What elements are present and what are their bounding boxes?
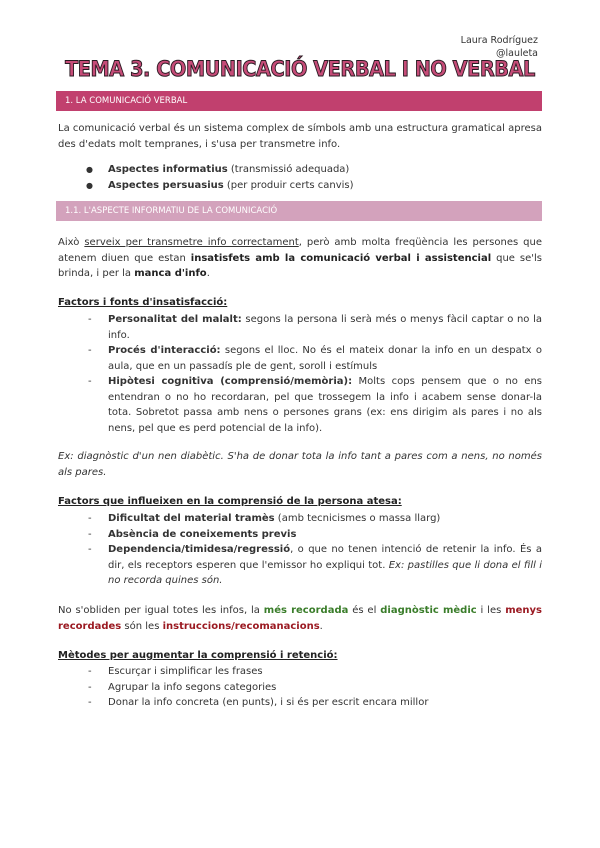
factor-term: Procés d'interacció: xyxy=(108,345,221,356)
highlight-green: més recordada xyxy=(263,605,349,616)
section-heading-2: 1.1. L'ASPECTE INFORMATIU DE LA COMUNICACIÓ xyxy=(56,201,542,221)
list-item xyxy=(86,312,542,343)
underlined-phrase: serveix per transmetre info correctament xyxy=(84,237,299,248)
list-item xyxy=(86,374,542,436)
influence-list xyxy=(86,511,542,589)
factor-desc: segons el lloc. No és el mateix donar la info en un despatx o aula, que en un passadís ple de gent, soroll i estímuls xyxy=(108,345,543,372)
highlight-green: diagnòstic mèdic xyxy=(380,605,477,616)
author-name: Laura Rodríguez xyxy=(460,35,538,46)
list-item xyxy=(86,343,542,374)
factor-term: Personalitat del malalt: xyxy=(108,314,242,325)
text-run: i les xyxy=(476,605,506,616)
example-paragraph: Ex: diagnòstic d'un nen diabètic. S'ha de donar tota la info tant a pares com a nens, no només als pares. xyxy=(58,451,542,478)
text-run: que se'ls brinda, i per la xyxy=(58,252,542,279)
factors-heading: Factors i fonts d'insatisfacció: xyxy=(58,297,228,308)
text-run: són les xyxy=(121,620,163,632)
list-item xyxy=(86,162,354,178)
aspect-term: Aspectes persuasius xyxy=(108,180,224,191)
aspect-desc: (per produir certs canvis) xyxy=(223,180,354,191)
list-item: - Agrupar la info segons categories xyxy=(86,680,542,696)
text-run: . xyxy=(319,620,323,632)
influence-desc: (amb tecnicismes o massa llarg) xyxy=(274,513,441,524)
methods-heading: Mètodes per augmentar la comprensió i retenció: xyxy=(58,650,338,661)
factor-desc: Molts cops pensem que o no ens entendran o no ho recordaran, pel que trossegem la info i acabem sense donar-la tota. Sobretot passa amb nens o persones grans (ex: ens dirigim als pares i no als nens, pel que es perd potencial de la info). xyxy=(108,376,542,434)
text-run: . xyxy=(206,268,210,279)
factors-list xyxy=(86,312,542,436)
factor-term: Hipòtesi cognitiva (comprensió/memòria): xyxy=(108,376,353,387)
bold-phrase: manca d'info xyxy=(134,268,207,279)
text-run: Això xyxy=(58,237,85,248)
section-heading-1: 1. LA COMUNICACIÓ VERBAL xyxy=(56,91,542,111)
influence-heading: Factors que influeixen en la comprensió de la persona atesa: xyxy=(58,496,402,507)
list-item xyxy=(86,511,542,527)
methods-list xyxy=(86,664,542,711)
aspects-list xyxy=(86,162,354,194)
list-item: - Donar la info concreta (en punts), i si és per escrit encara millor xyxy=(86,695,542,711)
influence-term: Dependencia/timidesa/regressió xyxy=(108,544,291,555)
intro-paragraph: La comunicació verbal és un sistema complex de símbols amb una estructura gramatical apresa des d'edats molt tempranes, i s'usa per transmetre info. xyxy=(58,123,542,150)
highlight-red: instruccions/recomanacions xyxy=(162,620,320,632)
list-item: - Escurçar i simplificar les frases xyxy=(86,664,542,680)
text-run: és el xyxy=(348,605,381,616)
bold-phrase: insatisfets amb la comunicació verbal i assistencial xyxy=(190,252,492,264)
highlight-red: menys recordades xyxy=(58,605,542,632)
text-run: , però amb molta freqüència les persones que atenem diuen que estan xyxy=(58,237,543,264)
text-run: No s'obliden per igual totes les infos, la xyxy=(58,605,264,616)
influence-example: Ex: pastilles que li dona el fill i no recorda quines són. xyxy=(108,559,542,586)
info-paragraph xyxy=(58,235,542,282)
recall-paragraph xyxy=(58,603,542,634)
influence-desc: , o que no tenen intenció de retenir la info. És a dir, els receptors esperen que l'emissor ho expliqui tot. xyxy=(108,544,542,571)
aspect-term: Aspectes informatius xyxy=(108,164,228,175)
aspect-desc: (transmissió adequada) xyxy=(227,164,350,175)
document-title: TEMA 3. COMUNICACIÓ VERBAL I NO VERBAL xyxy=(65,57,535,81)
list-item xyxy=(86,542,542,589)
author-handle: @lauleta xyxy=(495,48,538,59)
influence-term: Absència de coneixements previs xyxy=(108,528,297,540)
list-item xyxy=(86,178,354,194)
list-item xyxy=(86,527,542,543)
influence-term: Dificultat del material tramès xyxy=(108,513,275,524)
factor-desc: segons la persona li serà més o menys fàcil captar o no la info. xyxy=(108,314,542,341)
